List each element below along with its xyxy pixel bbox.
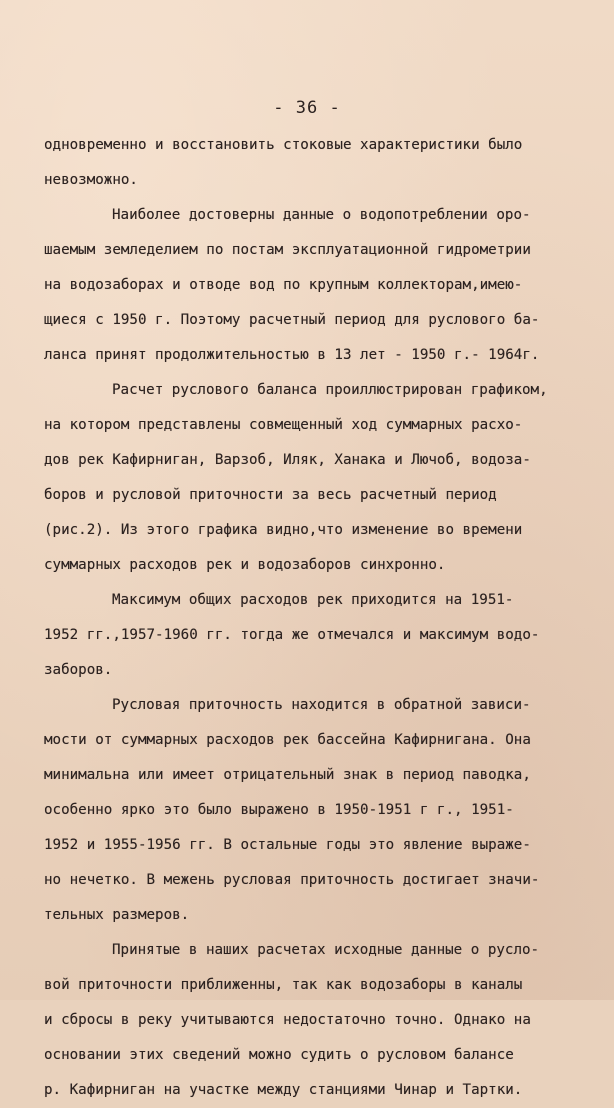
text-line: Максимум общих расходов рек приходится на 1951- — [112, 592, 514, 608]
text-line: невозможно. — [44, 172, 138, 188]
paragraph-2 — [44, 198, 584, 373]
text-line: одновременно и восстановить стоковые характеристики было — [44, 137, 523, 153]
text-line: (рис.2). Из этого графика видно,что изменение во времени — [44, 522, 523, 538]
text-line: шаемым земледелием по постам эксплуатационной гидрометрии — [44, 242, 531, 258]
paragraph-5 — [44, 688, 584, 933]
text-line: ланса принят продолжительностью в 13 лет - 1950 г.- 1964г. — [44, 347, 540, 363]
text-line: минимальна или имеет отрицательный знак в период паводка, — [44, 767, 531, 783]
text-line: Принятые в наших расчетах исходные данные о руслo- — [112, 942, 540, 958]
text-line: боров и русловой приточности за весь расчетный период — [44, 487, 497, 503]
text-line: на водозаборах и отводе вод по крупным коллекторам,имею- — [44, 277, 523, 293]
text-line: но нечетко. В межень русловая приточность достигает значи- — [44, 872, 540, 888]
text-line: мости от суммарных расходов рек бассейна Кафирнигана. Она — [44, 732, 531, 748]
text-line: Расчет руслового баланса проиллюстрирован графиком, — [112, 382, 548, 398]
text-line: дов рек Кафирниган, Варзоб, Иляк, Ханака и Лючоб, водоза- — [44, 452, 531, 468]
text-line: тельных размеров. — [44, 907, 190, 923]
text-line: на котором представлены совмещенный ход суммарных расхо- — [44, 417, 523, 433]
paragraph-4 — [44, 583, 584, 688]
text-line: р. Кафирниган на участке между станциями Чинар и Тартки. — [44, 1082, 523, 1098]
text-line: щиеся с 1950 г. Поэтому расчетный период для руслового ба- — [44, 312, 540, 328]
text-line: Наиболее достоверны данные о водопотреблении оро- — [112, 207, 531, 223]
text-line: 1952 и 1955-1956 гг. В остальные годы это явление выраже- — [44, 837, 531, 853]
text-line: вой приточности приближенны, так как водозаборы в каналы — [44, 977, 523, 993]
paragraph-1 — [44, 128, 584, 198]
text-line: 1952 гг.,1957-1960 гг. тогда же отмечался и максимум водо- — [44, 627, 540, 643]
text-line: основании этих сведений можно судить о русловом балансе — [44, 1047, 514, 1063]
text-line: особенно ярко это было выражено в 1950-1951 г г., 1951- — [44, 802, 514, 818]
paragraph-3 — [44, 373, 584, 583]
page-number: - 36 - — [273, 98, 341, 118]
text-line: Русловая приточность находится в обратной зависи- — [112, 697, 531, 713]
paragraph-6 — [44, 933, 584, 1108]
text-line: заборов. — [44, 662, 113, 678]
text-line: и сбросы в реку учитываются недостаточно точно. Однако на — [44, 1012, 531, 1028]
text-line: суммарных расходов рек и водозаборов синхронно. — [44, 557, 446, 573]
body-text — [44, 128, 584, 1108]
